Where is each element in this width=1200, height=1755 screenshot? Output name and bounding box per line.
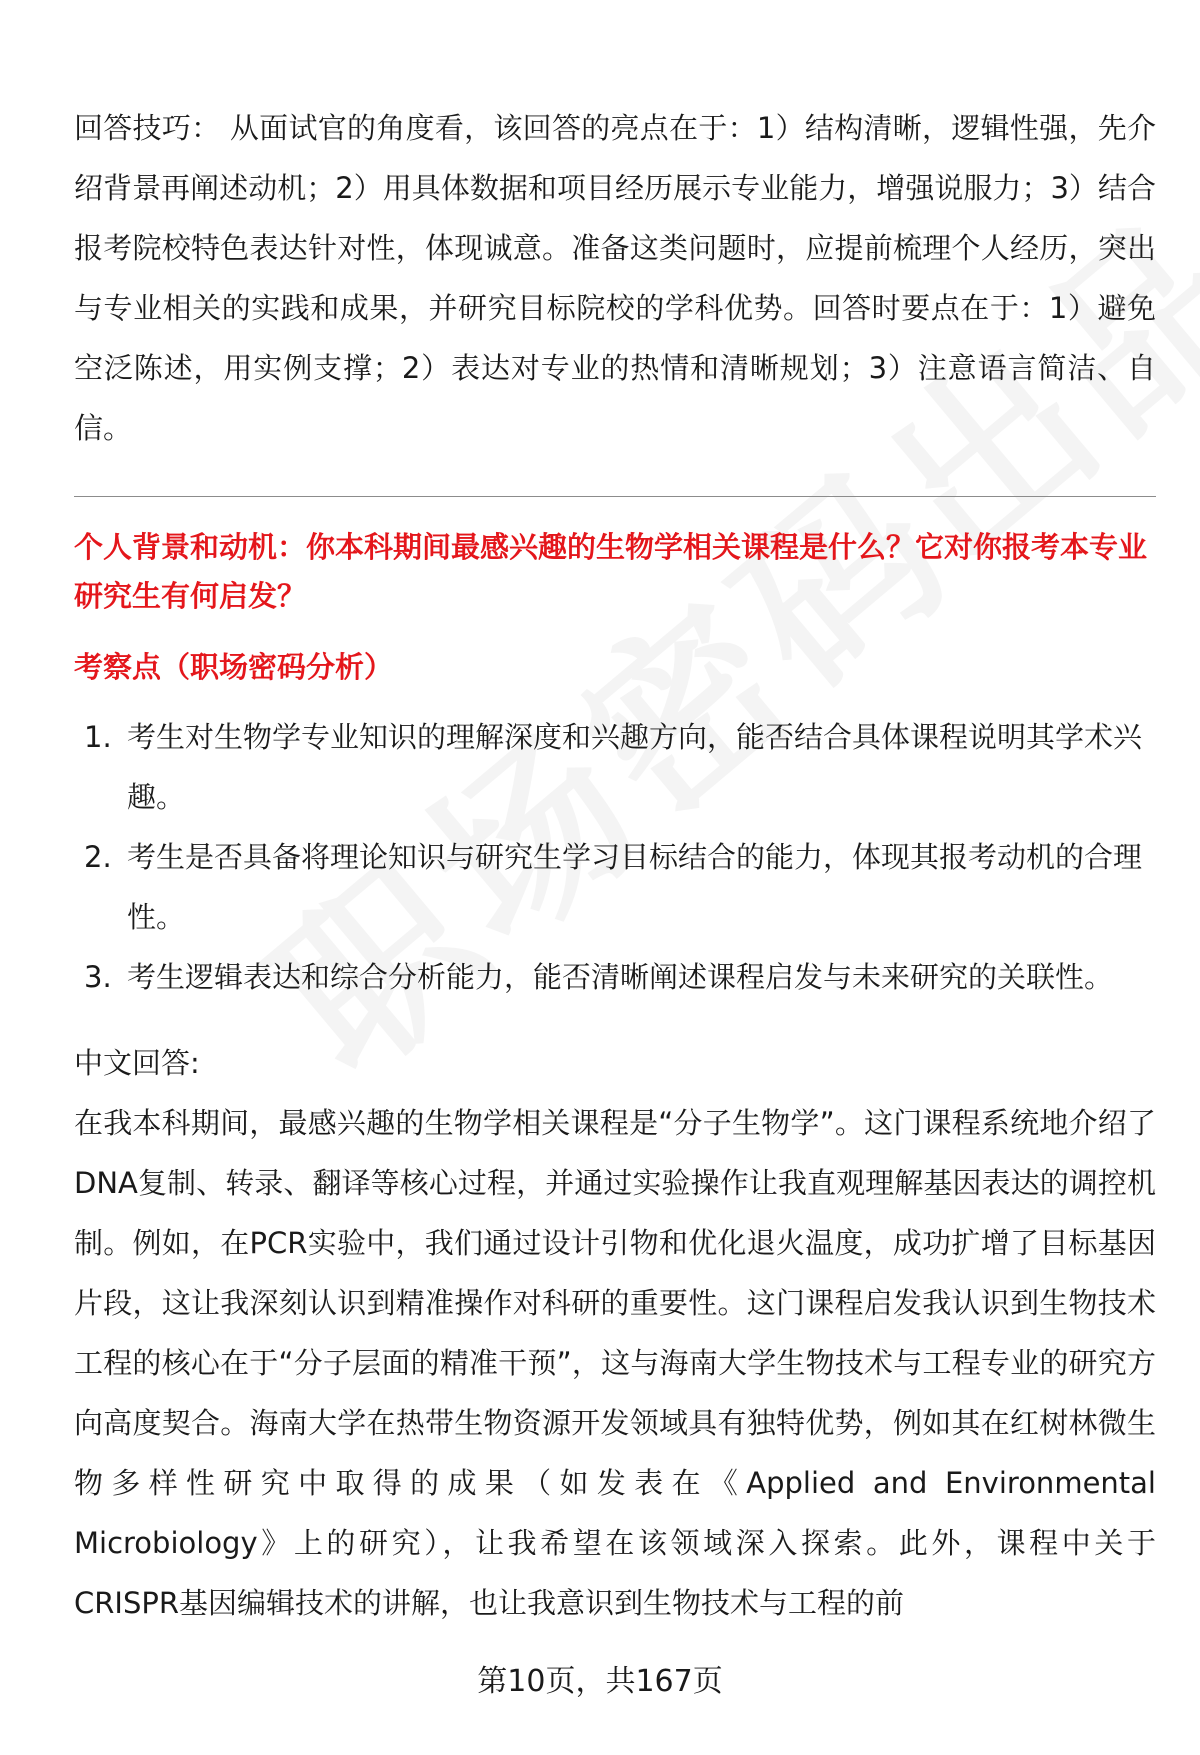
answer-paragraph: 在我本科期间，最感兴趣的生物学相关课程是“分子生物学”。这门课程系统地介绍了DNA复制、转录、翻译等核心过程，并通过实验操作让我直观理解基因表达的调控机制。例如，在PCR实验中，我们通过设计引物和优化退火温度，成功扩增了目标基因片段，这让我深刻认识到精准操作对科研的重要性。这门课程启发我认识到生物技术工程的核心在于“分子层面的精准干预”，这与海南大学生物技术与工程专业的研究方向高度契合。海南大学在热带生物资源开发领域具有独特优势，例如其在红树林微生物多样性研究中取得的成果（如发表在《Applied and Environmental Microbiology》上的研究），让我希望在该领域深入探索。此外，课程中关于CRISPR基因编辑技术的讲解，也让我意识到生物技术与工程的前 [74, 1106, 1156, 1620]
document-page [74, 98, 1156, 1633]
exam-points-heading: 考察点（职场密码分析） [74, 650, 394, 684]
list-item-number: 3. [84, 960, 112, 994]
list-item [74, 707, 1156, 827]
question-title: 个人背景和动机：你本科期间最感兴趣的生物学相关课程是什么？它对你报考本专业研究生有何启发？ [74, 530, 1148, 613]
answer-tips-paragraph: 回答技巧： 从面试官的角度看，该回答的亮点在于：1）结构清晰，逻辑性强，先介绍背景再阐述动机；2）用具体数据和项目经历展示专业能力，增强说服力；3）结合报考院校特色表达针对性，体现诚意。准备这类问题时，应提前梳理个人经历，突出与专业相关的实践和成果，并研究目标院校的学科优势。回答时要点在于：1）避免空泛陈述，用实例支撑；2）表达对专业的热情和清晰规划；3）注意语言简洁、自信。 [74, 111, 1156, 445]
list-item-text: 考生是否具备将理论知识与研究生学习目标结合的能力，体现其报考动机的合理性。 [127, 840, 1143, 934]
answer-label: 中文回答: [74, 1046, 200, 1080]
page-number: 第10页，共167页 [477, 1664, 723, 1699]
list-item-text: 考生逻辑表达和综合分析能力，能否清晰阐述课程启发与未来研究的关联性。 [127, 960, 1114, 994]
list-item-text: 考生对生物学专业知识的理解深度和兴趣方向，能否结合具体课程说明其学术兴趣。 [127, 720, 1143, 814]
list-item-number: 2. [84, 840, 112, 874]
exam-points-list [74, 707, 1156, 1007]
list-item [74, 827, 1156, 947]
list-item-number: 1. [84, 720, 112, 754]
list-item [74, 947, 1156, 1007]
section-divider [74, 496, 1156, 497]
